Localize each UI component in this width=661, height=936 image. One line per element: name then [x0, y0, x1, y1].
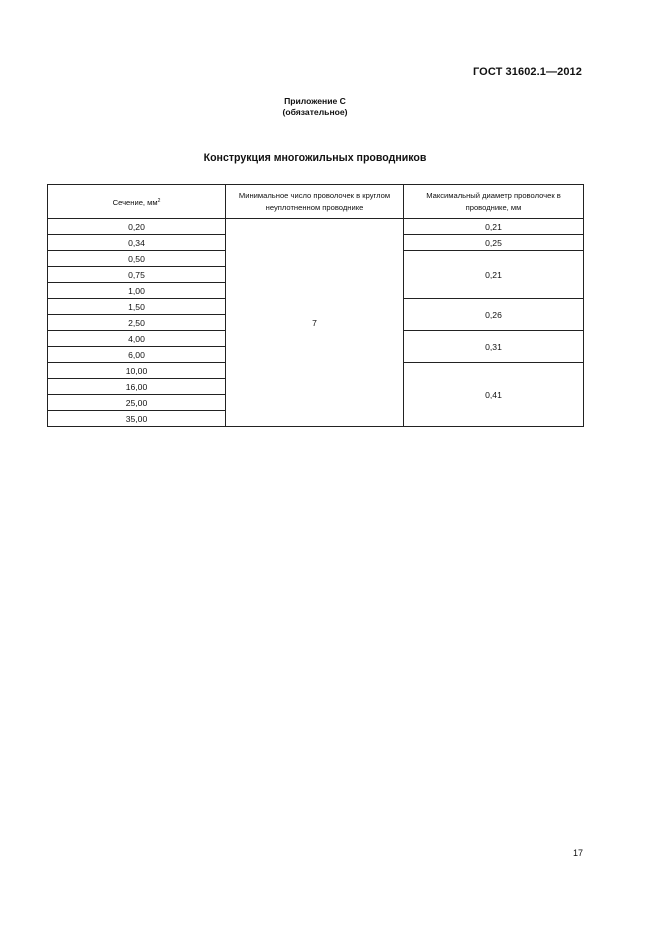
- section-cell: 1,50: [48, 299, 226, 315]
- appendix-title: Приложение С: [284, 96, 346, 106]
- section-cell: 0,20: [48, 219, 226, 235]
- section-cell: 10,00: [48, 363, 226, 379]
- section-cell: 2,50: [48, 315, 226, 331]
- table-row: [48, 219, 584, 235]
- wire-construction-table: [47, 184, 584, 427]
- max-diameter-cell: 0,21: [404, 219, 584, 235]
- column-header-max-diameter: Максимальный диаметр проволочек в проводнике, мм: [404, 185, 584, 219]
- section-cell: 4,00: [48, 331, 226, 347]
- appendix-status: (обязательное): [282, 107, 348, 117]
- column-header-section: Сечение, $мм^2$: [48, 185, 226, 219]
- max-diameter-cell: 0,31: [404, 331, 584, 363]
- section-cell: 25,00: [48, 395, 226, 411]
- document-number: ГОСТ 31602.1—2012: [472, 66, 582, 78]
- section-cell: 0,75: [48, 267, 226, 283]
- max-diameter-cell: 0,26: [404, 299, 584, 331]
- table-header-row: [48, 185, 584, 219]
- section-cell: 35,00: [48, 411, 226, 427]
- section-cell: 0,50: [48, 251, 226, 267]
- table-title: Конструкция многожильных проводников: [203, 152, 427, 164]
- section-cell: 6,00: [48, 347, 226, 363]
- max-diameter-cell: 0,41: [404, 363, 584, 427]
- page-number: 17: [572, 848, 583, 858]
- section-cell: 16,00: [48, 379, 226, 395]
- section-cell: 1,00: [48, 283, 226, 299]
- max-diameter-cell: 0,21: [404, 251, 584, 299]
- max-diameter-cell: 0,25: [404, 235, 584, 251]
- min-wires-cell: 7: [226, 219, 404, 427]
- appendix-heading: [0, 96, 630, 118]
- column-header-min-wires: Минимальное число проволочек в круглом неуплотненном проводнике: [226, 185, 404, 219]
- section-cell: 0,34: [48, 235, 226, 251]
